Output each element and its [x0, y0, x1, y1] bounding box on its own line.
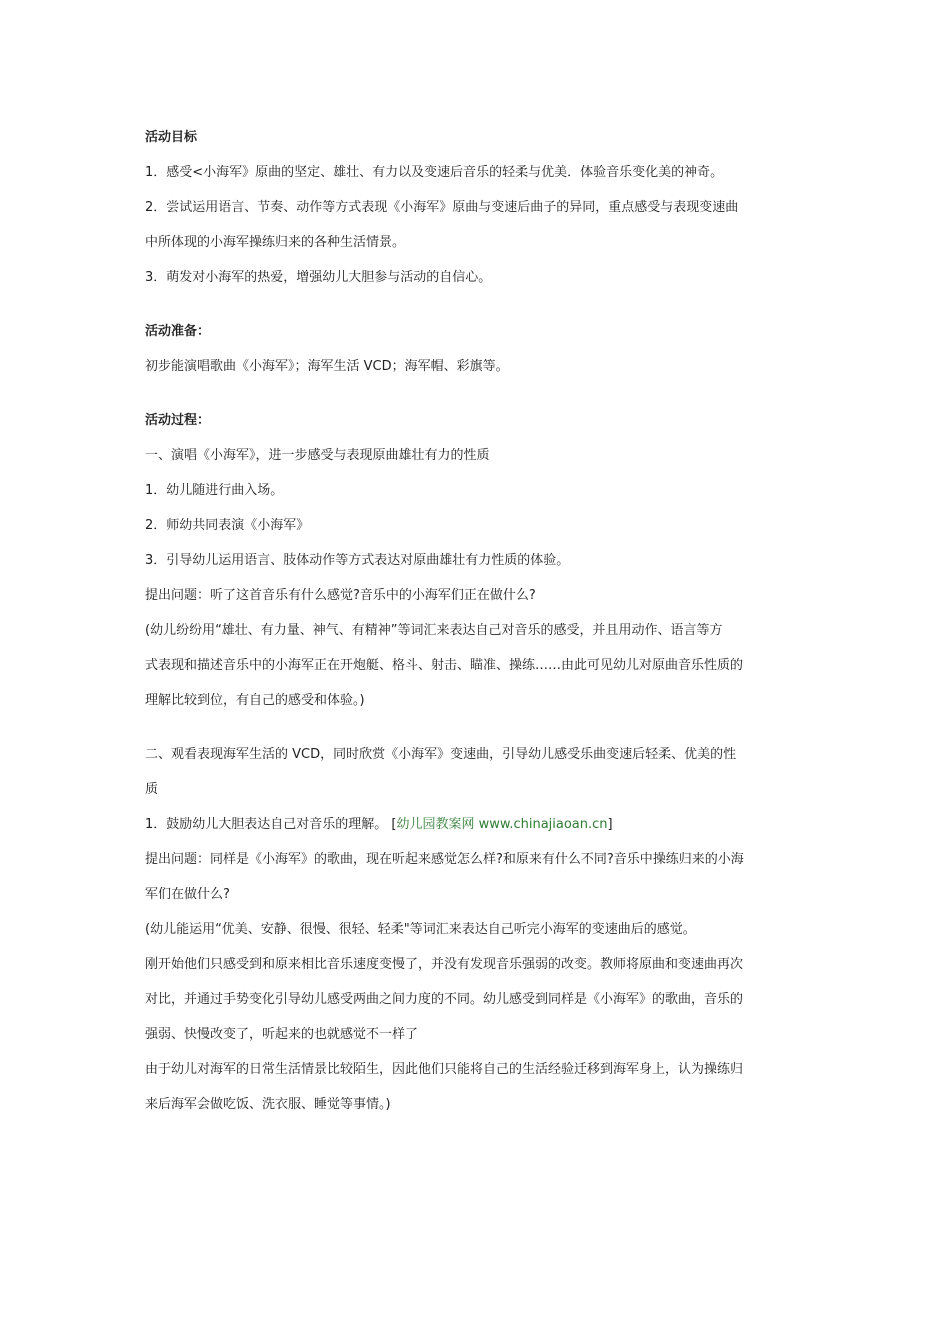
- part2-question-line-2: 军们在做什么?: [145, 887, 230, 902]
- part2-answer-line-2: 刚开始他们只感受到和原来相比音乐速度变慢了，并没有发现音乐强弱的改变。教师将原曲和变速曲再次: [145, 957, 744, 972]
- part2-answer-line-6: 来后海军会做吃饭、洗衣服、睡觉等事情。): [145, 1097, 391, 1112]
- part1-step-2: 2．师幼共同表演《小海军》: [145, 518, 310, 533]
- part1-step-3: 3．引导幼儿运用语言、肢体动作等方式表达对原曲雄壮有力性质的体验。: [145, 553, 570, 568]
- part2-step-1-suffix: ]: [607, 817, 613, 832]
- part2-title-line-1: 二、观看表现海军生活的 VCD，同时欣赏《小海军》变速曲，引导幼儿感受乐曲变速后轻柔、优美的性: [145, 747, 737, 762]
- goal-item-1: 1．感受<小海军》原曲的坚定、雄壮、有力以及变速后音乐的轻柔与优美．体验音乐变化美的神奇。: [145, 165, 724, 180]
- spacer: [145, 718, 810, 737]
- goal-item-2-line-2: 中所体现的小海军操练归来的各种生活情景。: [145, 235, 406, 250]
- part1-question: 提出问题：听了这首音乐有什么感觉?音乐中的小海军们正在做什么?: [145, 588, 536, 603]
- prep-text: 初步能演唱歌曲《小海军》；海军生活 VCD；海军帽、彩旗等。: [145, 359, 509, 374]
- part1-answer-line-3: 理解比较到位，有自己的感受和体验。): [145, 693, 365, 708]
- process-heading: 活动过程：: [145, 413, 211, 428]
- goal-item-3: 3．萌发对小海军的热爱，增强幼儿大胆参与活动的自信心。: [145, 270, 492, 285]
- prep-heading: 活动准备：: [145, 324, 211, 339]
- site-link[interactable]: 幼儿园教案网 www.chinajiaoan.cn: [396, 817, 608, 832]
- part2-question-line-1: 提出问题：同样是《小海军》的歌曲，现在听起来感觉怎么样?和原来有什么不同?音乐中操练归来的小海: [145, 852, 744, 867]
- part1-title: 一、演唱《小海军》，进一步感受与表现原曲雄壮有力的性质: [145, 448, 490, 463]
- spacer: [145, 384, 810, 403]
- part1-answer-line-2: 式表现和描述音乐中的小海军正在开炮艇、格斗、射击、瞄准、操练……由此可见幼儿对原曲音乐性质的: [145, 658, 744, 673]
- part1-step-1: 1．幼儿随进行曲入场。: [145, 483, 284, 498]
- part2-title-line-2: 质: [145, 782, 159, 797]
- part2-step-1-text: 1．鼓励幼儿大胆表达自己对音乐的理解。 [: [145, 817, 397, 832]
- part2-answer-line-4: 强弱、快慢改变了，听起来的也就感觉不一样了: [145, 1027, 419, 1042]
- part1-answer-line-1: (幼儿纷纷用“雄壮、有力量、神气、有精神”等词汇来表达自己对音乐的感受，并且用动作、语言等方: [145, 623, 723, 638]
- goals-heading: 活动目标: [145, 130, 198, 145]
- part2-answer-line-1: (幼儿能运用“优美、安静、很慢、很轻、轻柔"等词汇来表达自己听完小海军的变速曲后的感觉。: [145, 922, 696, 937]
- document-page: [145, 120, 810, 1122]
- part2-answer-line-5: 由于幼儿对海军的日常生活情景比较陌生，因此他们只能将自己的生活经验迁移到海军身上，认为操练归: [145, 1062, 744, 1077]
- part2-step-1: [145, 807, 810, 842]
- spacer: [145, 295, 810, 314]
- goal-item-2-line-1: 2．尝试运用语言、节奏、动作等方式表现《小海军》原曲与变速后曲子的异同，重点感受与表现变速曲: [145, 200, 739, 215]
- part2-answer-line-3: 对比，并通过手势变化引导幼儿感受两曲之间力度的不同。幼儿感受到同样是《小海军》的歌曲，音乐的: [145, 992, 744, 1007]
